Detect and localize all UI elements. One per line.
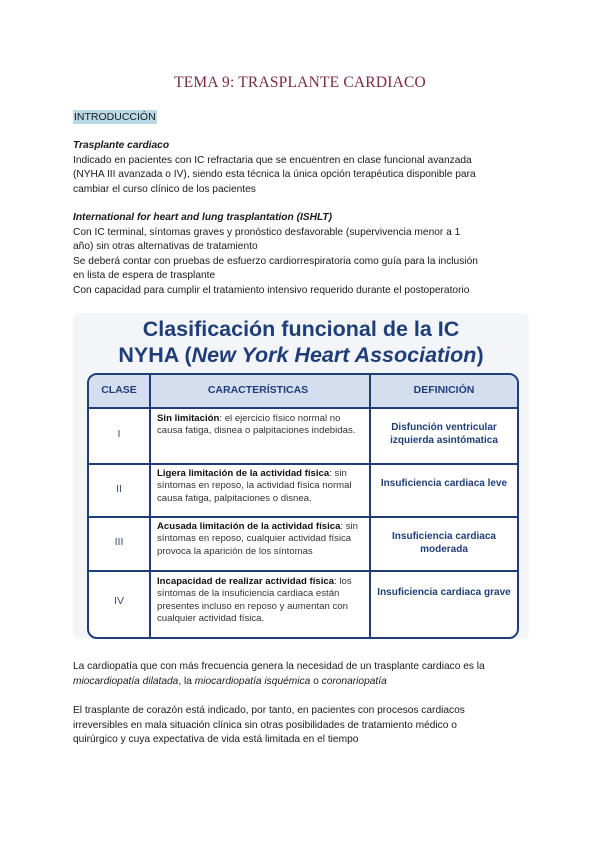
term-miocardiopatia-dilatada: miocardiopatía dilatada bbox=[73, 675, 179, 687]
paragraph-line: Indicado en pacientes con IC refractaria que se encuentren en clase funcional avanzada bbox=[73, 154, 472, 166]
paragraph-line: irreversibles en mala situación clínica sin otras posibilidades de tratamiento médico o bbox=[73, 719, 457, 731]
caracteristicas-bold: Incapacidad de realizar actividad física bbox=[157, 576, 335, 587]
paragraph-line: Con capacidad para cumplir el tratamiento intensivo requerido durante el postoperatorio bbox=[73, 284, 470, 296]
table-row bbox=[89, 571, 517, 635]
nyha-title-suffix: ) bbox=[476, 343, 484, 367]
paragraph-line: en lista de espera de trasplante bbox=[73, 270, 216, 282]
caracteristicas-cell bbox=[157, 576, 367, 626]
clase-value: I bbox=[117, 428, 121, 440]
table-row bbox=[89, 464, 517, 516]
subheading-trasplante-cardiaco: Trasplante cardiaco bbox=[73, 140, 170, 151]
header-definicion: DEFINICIÓN bbox=[413, 384, 475, 396]
paragraph-indicacion bbox=[73, 704, 533, 748]
caracteristicas-text: : sin síntomas en reposo, cualquier actividad física provoca la aparición de los síntomas bbox=[157, 521, 359, 557]
nyha-figure-title bbox=[73, 316, 529, 368]
caracteristicas-bold: Acusada limitación de la actividad física bbox=[157, 521, 341, 532]
paragraph-ishlt bbox=[73, 211, 533, 299]
clase-value: II bbox=[116, 483, 122, 495]
separator: , la bbox=[178, 675, 195, 687]
table-row bbox=[89, 517, 517, 570]
caracteristicas-bold: Sin limitación bbox=[157, 413, 220, 424]
term-coronariopatia: coronariopatía bbox=[321, 675, 387, 687]
nyha-table bbox=[87, 373, 519, 639]
paragraph-line: Con IC terminal, síntomas graves y pronóstico desfavorable (supervivencia menor a 1 bbox=[73, 226, 461, 238]
paragraph-line: El trasplante de corazón está indicado, por tanto, en pacientes con procesos cardiacos bbox=[73, 705, 465, 716]
caracteristicas-text: : el ejercicio físico normal no causa fatiga, disnea o palpitaciones indebidas. bbox=[157, 413, 356, 437]
nyha-table-header bbox=[89, 375, 517, 407]
table-row bbox=[89, 408, 517, 463]
paragraph-line bbox=[73, 675, 533, 690]
paragraph-line: Se deberá contar con pruebas de esfuerzo cardiorrespiratoria como guía para la inclusión bbox=[73, 255, 478, 267]
subheading-ishlt: International for heart and lung trasplantation (ISHLT) bbox=[73, 212, 333, 223]
definicion-cell: Insuficiencia cardiaca leve bbox=[380, 478, 508, 489]
nyha-classification-figure bbox=[73, 313, 529, 639]
paragraph-line: quirúrgico y cuya expectativa de vida está limitada en el tiempo bbox=[73, 734, 359, 746]
term-miocardiopatia-isquemica: miocardiopatía isquémica bbox=[194, 675, 311, 687]
nyha-title-italic: New York Heart Association bbox=[191, 343, 477, 367]
page-title: TEMA 9: TRASPLANTE CARDIACO bbox=[174, 74, 426, 91]
nyha-title-line1: Clasificación funcional de la IC bbox=[142, 317, 460, 341]
caracteristicas-cell bbox=[157, 468, 367, 505]
clase-value: IV bbox=[114, 595, 124, 607]
definicion-cell: Insuficiencia cardiaca moderada bbox=[392, 531, 496, 555]
nyha-title-line2 bbox=[73, 342, 529, 368]
header-caracteristicas: CARACTERÍSTICAS bbox=[207, 384, 309, 396]
definicion-cell: Insuficiencia cardiaca grave bbox=[377, 587, 511, 598]
separator: o bbox=[310, 675, 322, 687]
caracteristicas-cell bbox=[157, 521, 367, 558]
caracteristicas-bold: Ligera limitación de la actividad física bbox=[157, 468, 330, 479]
paragraph-trasplante-cardiaco bbox=[73, 139, 533, 197]
nyha-title-prefix: NYHA ( bbox=[118, 343, 192, 367]
paragraph-line: cambiar el curso clínico de los pacientes bbox=[73, 183, 256, 195]
header-clase: CLASE bbox=[101, 384, 137, 396]
paragraph-line: año) sin otras alternativas de tratamiento bbox=[73, 241, 258, 253]
caracteristicas-cell bbox=[157, 413, 367, 438]
paragraph-line: (NYHA III avanzada o IV), siendo esta técnica la única opción terapéutica disponible para bbox=[73, 169, 476, 181]
caracteristicas-text: : sin síntomas en reposo, la actividad física normal causa fatiga, palpitaciones o disnea. bbox=[157, 468, 352, 504]
paragraph-line: La cardiopatía que con más frecuencia genera la necesidad de un trasplante cardiaco es la bbox=[73, 661, 485, 672]
clase-value: III bbox=[114, 536, 124, 548]
section-heading-introduccion: INTRODUCCIÓN bbox=[74, 111, 156, 123]
definicion-cell: Disfunción ventricular izquierda asintómatica bbox=[390, 422, 498, 446]
paragraph-cardiopatia bbox=[73, 660, 533, 689]
caracteristicas-text: : los síntomas de la insuficiencia cardiaca están presentes incluso en reposo y aumentan con cualquier actividad física. bbox=[157, 576, 352, 625]
